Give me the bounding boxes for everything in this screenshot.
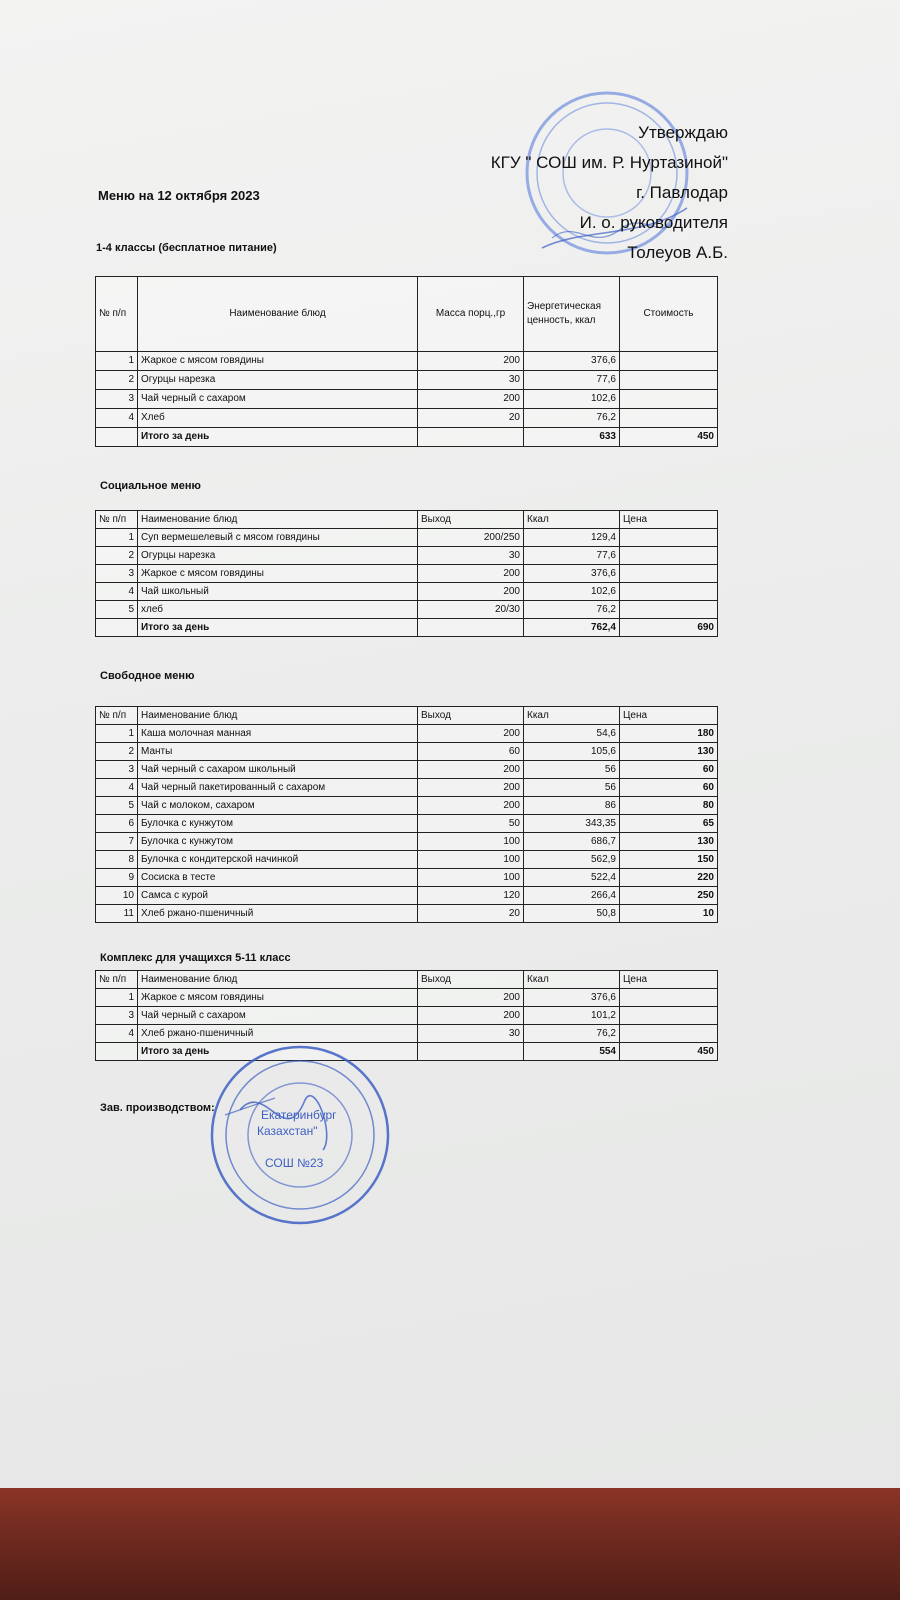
row-price: 130 xyxy=(620,833,718,851)
section-heading-social-menu: Социальное меню xyxy=(100,480,201,492)
row-qty: 100 xyxy=(418,851,524,869)
row-qty: 30 xyxy=(418,371,524,390)
row-kcal: 129,4 xyxy=(524,529,620,547)
section-heading-complex-5-11: Комплекс для учащихся 5-11 класс xyxy=(100,952,291,964)
row-price: 150 xyxy=(620,851,718,869)
row-number: 1 xyxy=(96,529,138,547)
row-qty: 20 xyxy=(418,905,524,923)
row-kcal: 105,6 xyxy=(524,743,620,761)
row-dish: Чай школьный xyxy=(138,583,418,601)
row-price: 60 xyxy=(620,779,718,797)
section-heading-free-menu: Свободное меню xyxy=(100,670,195,682)
row-dish: Хлеб ржано-пшеничный xyxy=(138,905,418,923)
row-number: 1 xyxy=(96,352,138,371)
approval-line-1: Утверждаю xyxy=(638,123,728,142)
table-free-menu xyxy=(95,706,718,923)
col-header-yield: Выход xyxy=(418,707,524,725)
table-row xyxy=(96,779,718,797)
row-price: 80 xyxy=(620,797,718,815)
table-row xyxy=(96,390,718,409)
row-dish: Жаркое с мясом говядины xyxy=(138,565,418,583)
row-qty: 100 xyxy=(418,833,524,851)
row-dish: Булочка с кондитерской начинкой xyxy=(138,851,418,869)
total-row xyxy=(96,428,718,447)
row-number: 5 xyxy=(96,601,138,619)
row-dish: Огурцы нарезка xyxy=(138,371,418,390)
row-price: 180 xyxy=(620,725,718,743)
total-price: 450 xyxy=(620,1043,718,1061)
row-price: 60 xyxy=(620,761,718,779)
table-row xyxy=(96,851,718,869)
row-dish: Хлеб ржано-пшеничный xyxy=(138,1025,418,1043)
row-price xyxy=(620,352,718,371)
row-number: 4 xyxy=(96,409,138,428)
table-row xyxy=(96,797,718,815)
row-qty: 200 xyxy=(418,583,524,601)
row-number: 7 xyxy=(96,833,138,851)
row-price: 130 xyxy=(620,743,718,761)
row-dish: Жаркое с мясом говядины xyxy=(138,352,418,371)
row-qty: 200 xyxy=(418,761,524,779)
row-dish: Жаркое с мясом говядины xyxy=(138,989,418,1007)
row-number: 3 xyxy=(96,565,138,583)
row-dish: Булочка с кунжутом xyxy=(138,815,418,833)
row-dish: Чай черный с сахаром xyxy=(138,390,418,409)
row-kcal: 76,2 xyxy=(524,601,620,619)
row-price xyxy=(620,529,718,547)
row-qty: 20 xyxy=(418,409,524,428)
table-complex-5-11 xyxy=(95,970,718,1061)
row-dish: Булочка с кунжутом xyxy=(138,833,418,851)
col-header-number: № п/п xyxy=(96,707,138,725)
col-header-mass: Масса порц.,гр xyxy=(418,277,524,352)
row-price xyxy=(620,409,718,428)
table-row xyxy=(96,529,718,547)
row-kcal: 102,6 xyxy=(524,390,620,409)
row-price: 250 xyxy=(620,887,718,905)
row-kcal: 101,2 xyxy=(524,1007,620,1025)
row-price xyxy=(620,565,718,583)
col-header-price: Цена xyxy=(620,707,718,725)
row-price xyxy=(620,583,718,601)
row-price: 65 xyxy=(620,815,718,833)
signature-label: Зав. производством: xyxy=(100,1102,215,1114)
seal-text-school: СОШ №23 xyxy=(265,1156,324,1170)
row-kcal: 54,6 xyxy=(524,725,620,743)
row-dish: Чай с молоком, сахаром xyxy=(138,797,418,815)
table-row xyxy=(96,583,718,601)
row-dish: Каша молочная манная xyxy=(138,725,418,743)
total-row xyxy=(96,1043,718,1061)
row-price: 220 xyxy=(620,869,718,887)
row-qty: 200 xyxy=(418,390,524,409)
col-header-yield: Выход xyxy=(418,511,524,529)
row-qty: 200 xyxy=(418,1007,524,1025)
row-qty: 200 xyxy=(418,352,524,371)
col-header-kcal: Ккал xyxy=(524,511,620,529)
table-row xyxy=(96,352,718,371)
approval-block xyxy=(491,118,728,268)
table-row xyxy=(96,547,718,565)
row-number: 6 xyxy=(96,815,138,833)
table-row xyxy=(96,601,718,619)
col-header-energy: Энергетическая ценность, ккал xyxy=(524,277,620,352)
row-kcal: 266,4 xyxy=(524,887,620,905)
row-dish: Сосиска в тесте xyxy=(138,869,418,887)
row-dish: хлеб xyxy=(138,601,418,619)
row-price xyxy=(620,601,718,619)
table-row xyxy=(96,869,718,887)
total-label: Итого за день xyxy=(138,428,418,447)
total-kcal: 633 xyxy=(524,428,620,447)
seal-text-city: Екатеринбург xyxy=(261,1108,337,1122)
row-qty: 200 xyxy=(418,989,524,1007)
row-number: 3 xyxy=(96,761,138,779)
table-row xyxy=(96,887,718,905)
row-number: 2 xyxy=(96,547,138,565)
total-label: Итого за день xyxy=(138,1043,418,1061)
row-price xyxy=(620,1025,718,1043)
row-kcal: 56 xyxy=(524,761,620,779)
col-header-price: Цена xyxy=(620,511,718,529)
approval-line-2: КГУ " СОШ им. Р. Нуртазиной" xyxy=(490,153,728,172)
row-qty: 200 xyxy=(418,779,524,797)
table-row xyxy=(96,833,718,851)
total-kcal: 554 xyxy=(524,1043,620,1061)
table-free-meals xyxy=(95,276,718,447)
table-row xyxy=(96,743,718,761)
row-number: 4 xyxy=(96,583,138,601)
table-row xyxy=(96,1007,718,1025)
col-header-name: Наименование блюд xyxy=(138,511,418,529)
row-qty: 30 xyxy=(418,547,524,565)
row-dish: Чай черный с сахаром xyxy=(138,1007,418,1025)
row-number: 1 xyxy=(96,989,138,1007)
row-kcal: 376,6 xyxy=(524,352,620,371)
row-number: 3 xyxy=(96,1007,138,1025)
seal-text-country: Казахстан" xyxy=(257,1124,318,1138)
row-number: 9 xyxy=(96,869,138,887)
row-qty: 200/250 xyxy=(418,529,524,547)
school-seal xyxy=(205,1040,395,1230)
table-row xyxy=(96,565,718,583)
row-price xyxy=(620,390,718,409)
row-dish: Чай черный пакетированный с сахаром xyxy=(138,779,418,797)
table-row xyxy=(96,989,718,1007)
col-header-number: № п/п xyxy=(96,277,138,352)
total-label: Итого за день xyxy=(138,619,418,637)
col-header-kcal: Ккал xyxy=(524,707,620,725)
row-number: 2 xyxy=(96,743,138,761)
col-header-yield: Выход xyxy=(418,971,524,989)
table-row xyxy=(96,761,718,779)
row-kcal: 77,6 xyxy=(524,547,620,565)
row-kcal: 376,6 xyxy=(524,565,620,583)
table-row xyxy=(96,905,718,923)
row-number: 4 xyxy=(96,779,138,797)
row-kcal: 102,6 xyxy=(524,583,620,601)
table-row xyxy=(96,815,718,833)
col-header-name: Наименование блюд xyxy=(138,277,418,352)
col-header-name: Наименование блюд xyxy=(138,707,418,725)
table-row xyxy=(96,1025,718,1043)
col-header-kcal: Ккал xyxy=(524,971,620,989)
row-price: 10 xyxy=(620,905,718,923)
row-number: 4 xyxy=(96,1025,138,1043)
menu-title: Меню на 12 октября 2023 xyxy=(98,188,260,203)
total-kcal: 762,4 xyxy=(524,619,620,637)
row-number: 11 xyxy=(96,905,138,923)
row-dish: Огурцы нарезка xyxy=(138,547,418,565)
row-number: 2 xyxy=(96,371,138,390)
row-kcal: 76,2 xyxy=(524,1025,620,1043)
row-qty: 200 xyxy=(418,797,524,815)
row-number: 1 xyxy=(96,725,138,743)
row-kcal: 562,9 xyxy=(524,851,620,869)
row-qty: 200 xyxy=(418,565,524,583)
table-row xyxy=(96,725,718,743)
row-kcal: 77,6 xyxy=(524,371,620,390)
table-row xyxy=(96,409,718,428)
total-row xyxy=(96,619,718,637)
table-surface xyxy=(0,1488,900,1600)
approval-line-5: Толеуов А.Б. xyxy=(627,243,728,262)
row-qty: 50 xyxy=(418,815,524,833)
row-kcal: 376,6 xyxy=(524,989,620,1007)
col-header-cost: Стоимость xyxy=(620,277,718,352)
row-dish: Самса с курой xyxy=(138,887,418,905)
row-price xyxy=(620,547,718,565)
row-qty: 30 xyxy=(418,1025,524,1043)
row-qty: 200 xyxy=(418,725,524,743)
row-qty: 100 xyxy=(418,869,524,887)
row-dish: Хлеб xyxy=(138,409,418,428)
table-social-menu xyxy=(95,510,718,637)
row-price xyxy=(620,989,718,1007)
row-kcal: 522,4 xyxy=(524,869,620,887)
row-number: 5 xyxy=(96,797,138,815)
row-price xyxy=(620,371,718,390)
row-qty: 120 xyxy=(418,887,524,905)
row-kcal: 343,35 xyxy=(524,815,620,833)
col-header-number: № п/п xyxy=(96,971,138,989)
row-dish: Чай черный с сахаром школьный xyxy=(138,761,418,779)
table-row xyxy=(96,371,718,390)
row-dish: Манты xyxy=(138,743,418,761)
approval-line-3: г. Павлодар xyxy=(636,183,728,202)
row-number: 10 xyxy=(96,887,138,905)
total-price: 690 xyxy=(620,619,718,637)
row-kcal: 50,8 xyxy=(524,905,620,923)
total-price: 450 xyxy=(620,428,718,447)
row-kcal: 76,2 xyxy=(524,409,620,428)
col-header-number: № п/п xyxy=(96,511,138,529)
approval-line-4: И. о. руководителя xyxy=(579,213,728,232)
col-header-name: Наименование блюд xyxy=(138,971,418,989)
row-qty: 20/30 xyxy=(418,601,524,619)
col-header-price: Цена xyxy=(620,971,718,989)
row-qty: 60 xyxy=(418,743,524,761)
section-heading-free-meals: 1-4 классы (бесплатное питание) xyxy=(96,242,277,254)
row-number: 8 xyxy=(96,851,138,869)
row-kcal: 86 xyxy=(524,797,620,815)
row-number: 3 xyxy=(96,390,138,409)
row-kcal: 56 xyxy=(524,779,620,797)
row-dish: Суп вермешелевый с мясом говядины xyxy=(138,529,418,547)
row-kcal: 686,7 xyxy=(524,833,620,851)
row-price xyxy=(620,1007,718,1025)
